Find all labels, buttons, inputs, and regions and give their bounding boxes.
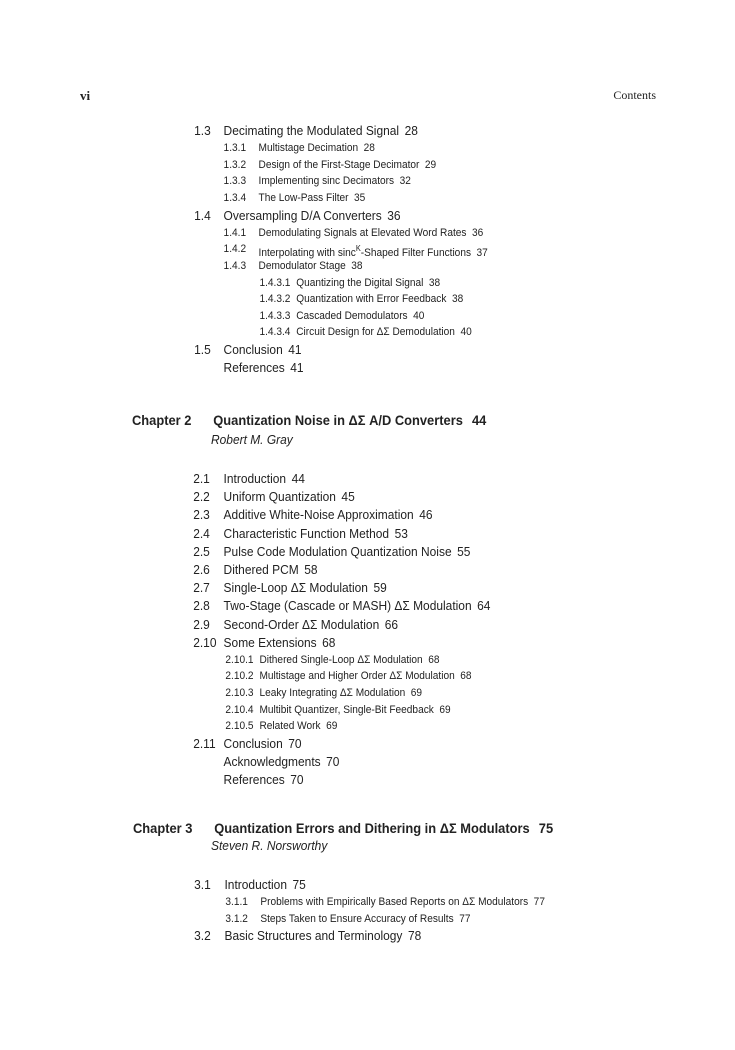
toc-entry-title <box>224 122 418 140</box>
toc-entry-title-text: Characteristic Function Method <box>223 525 390 541</box>
toc-entry-number: 2.8 <box>193 598 210 614</box>
toc-entry-title <box>224 341 302 359</box>
toc-entry-title-text: References <box>223 772 285 788</box>
toc-entry-title <box>224 753 340 771</box>
toc-entry-title-text: Single-Loop ΔΣ Modulation <box>223 580 368 596</box>
toc-entry-page: 36 <box>472 226 484 239</box>
toc-entry-title <box>259 668 471 684</box>
toc-entry-page: 75 <box>292 877 306 892</box>
toc-entry-number: 1.4.1 <box>223 226 247 239</box>
toc-entry-number: 2.10.5 <box>225 720 254 733</box>
toc-entry <box>0 579 676 597</box>
chapter-2-title: Quantization Noise in ΔΣ A/D Converters <box>213 412 463 428</box>
toc-entry <box>0 470 676 488</box>
toc-entry-title-text: Leaky Integrating ΔΣ Modulation <box>259 687 406 700</box>
toc-entry-number: 2.10.3 <box>225 687 254 700</box>
toc-entry-number: 1.4.2 <box>223 243 247 256</box>
toc-entry-title-text: Acknowledgments <box>223 754 321 770</box>
toc-entry-title <box>259 140 375 156</box>
toc-entry <box>0 140 676 157</box>
toc-entry-page: 70 <box>288 735 302 751</box>
toc-entry-title-text: Dithered Single-Loop ΔΣ Modulation <box>259 653 423 666</box>
toc-entry-title-text: Problems with Empirically Based Reports on ΔΣ Modulators <box>260 896 529 909</box>
toc-entry-number: 2.3 <box>193 507 210 523</box>
toc-entry-number: 1.4.3.2 <box>259 293 291 306</box>
toc-entry <box>0 525 676 543</box>
toc-entry-number: 1.4.3 <box>223 259 247 272</box>
toc-entry-title <box>224 543 471 561</box>
toc-entry <box>0 616 676 634</box>
toc-entry-page: 38 <box>351 259 363 272</box>
toc-entry <box>0 341 676 359</box>
toc-entry <box>0 668 676 685</box>
chapter-2-author: Robert M. Gray <box>211 432 293 447</box>
chapter-3-author: Steven R. Norsworthy <box>211 838 328 853</box>
toc-entry-title-text: Basic Structures and Terminology <box>224 928 403 944</box>
toc-entry-title-text: Design of the First-Stage Decimator <box>258 158 420 171</box>
toc-entry-number: 2.7 <box>193 580 210 596</box>
toc-entry-page: 68 <box>322 634 336 650</box>
toc-entry-title-text: Quantizing the Digital Signal <box>296 276 424 289</box>
toc-entry-title-text: Introduction <box>224 877 287 892</box>
toc-entry-title-text: The Low-Pass Filter <box>258 191 349 204</box>
toc-entry-title-text: Some Extensions <box>223 634 317 650</box>
toc-entry-page: 37 <box>476 247 488 260</box>
toc-entry-title <box>224 735 302 753</box>
toc-entry-title <box>259 190 366 206</box>
toc-entry <box>0 157 676 174</box>
toc-entry <box>0 597 676 615</box>
toc-entry-number: 1.4.3.1 <box>259 276 291 289</box>
toc-entry-page: 41 <box>288 341 302 357</box>
toc-entry-title-text: Circuit Design for ΔΣ Demodulation <box>296 326 455 339</box>
toc-entry-title <box>259 685 422 701</box>
toc-entry <box>0 685 676 702</box>
toc-entry-page: 29 <box>424 158 437 171</box>
toc-entry-title <box>224 634 336 652</box>
toc-entry <box>0 543 676 561</box>
toc-entry-page: 77 <box>459 912 471 925</box>
toc-entry-number: 1.3.4 <box>223 191 247 204</box>
toc-entry-title-text: Dithered PCM <box>223 561 299 577</box>
toc-entry <box>0 207 676 225</box>
toc-entry-page: 32 <box>399 175 411 188</box>
toc-entry-page: 36 <box>387 207 401 223</box>
toc-entry-title-text: Cascaded Demodulators <box>296 309 408 322</box>
toc-entry-title-text: Conclusion <box>223 341 283 357</box>
toc-entry-page: 66 <box>384 616 399 632</box>
toc-entry-title <box>260 894 545 910</box>
toc-entry-title-text: Additive White-Noise Approximation <box>223 507 414 523</box>
toc-entry <box>0 275 676 292</box>
toc-entry-title <box>224 597 491 615</box>
toc-entry-number: 3.1.1 <box>225 896 248 909</box>
toc-entry-title <box>259 225 484 241</box>
toc-entry-title <box>259 258 363 274</box>
toc-entry-title <box>296 275 440 291</box>
toc-entry-page: 70 <box>326 754 340 770</box>
toc-entry-title-text: Two-Stage (Cascade or MASH) ΔΣ Modulation <box>223 598 472 614</box>
toc-entry-title <box>296 291 463 307</box>
toc-entry <box>0 771 676 789</box>
toc-entry-number: 2.5 <box>193 543 210 559</box>
toc-section-chapter-2 <box>0 470 735 789</box>
chapter-3-heading <box>133 820 553 836</box>
toc-entry-title <box>259 718 337 734</box>
toc-entry <box>0 506 676 524</box>
toc-entry-title <box>259 652 439 668</box>
toc-entry <box>0 122 676 140</box>
toc-entry-title <box>224 771 304 789</box>
toc-entry <box>0 718 676 735</box>
toc-entry-page: 38 <box>451 293 464 306</box>
toc-entry-title-text: Uniform Quantization <box>223 489 336 505</box>
toc-entry-title-continued: -Shaped Filter Functions <box>360 247 472 260</box>
toc-entry-page: 38 <box>428 276 441 289</box>
toc-entry-title-text: Oversampling D/A Converters <box>223 207 382 223</box>
toc-entry-page: 53 <box>394 525 408 541</box>
toc-entry-number: 2.11 <box>193 735 216 751</box>
toc-entry-title <box>224 525 408 543</box>
toc-entry-title-text: Multibit Quantizer, Single-Bit Feedback <box>259 703 434 716</box>
toc-entry-number: 2.4 <box>193 525 210 541</box>
toc-entry <box>0 488 676 506</box>
toc-entry-number: 2.10.4 <box>225 703 254 716</box>
chapter-3-label: Chapter 3 <box>133 820 193 836</box>
chapter-2-heading <box>132 412 486 428</box>
toc-entry-title <box>224 561 318 579</box>
toc-entry-page: 77 <box>533 896 545 909</box>
toc-entry <box>0 359 676 377</box>
toc-entry-title <box>224 488 355 506</box>
toc-entry-number: 2.10 <box>193 634 217 650</box>
toc-entry <box>0 324 676 341</box>
toc-entry <box>0 291 676 308</box>
toc-entry-number: 1.4 <box>194 207 211 223</box>
toc-entry-number: 1.5 <box>194 341 211 357</box>
toc-entry <box>0 225 676 242</box>
toc-entry <box>0 561 676 579</box>
toc-entry-page: 68 <box>460 670 472 683</box>
toc-entry-number: 1.4.3.3 <box>259 309 291 322</box>
toc-entry-title-text: Multistage and Higher Order ΔΣ Modulation <box>259 670 455 683</box>
toc-entry-title-text: Decimating the Modulated Signal <box>223 123 400 138</box>
toc-entry-title <box>224 207 401 225</box>
toc-entry-title <box>224 579 387 597</box>
toc-entry-page: 64 <box>477 598 491 614</box>
toc-entry-title-text: Demodulating Signals at Elevated Word Rates <box>258 226 467 239</box>
toc-entry-title-text: Second-Order ΔΣ Modulation <box>223 616 380 632</box>
toc-entry-page: 78 <box>407 928 422 944</box>
chapter-3-title: Quantization Errors and Dithering in ΔΣ Modulators <box>214 820 530 836</box>
toc-entry-title-text: Multistage Decimation <box>258 142 359 155</box>
toc-entry-page: 69 <box>326 720 338 733</box>
toc-entry <box>0 634 676 652</box>
toc-entry-superscript: K <box>355 244 361 254</box>
toc-entry-number: 1.4.3.4 <box>259 326 291 339</box>
toc-entry-title <box>259 702 450 718</box>
toc-section-chapter-1 <box>0 122 735 377</box>
toc-entry-title <box>224 876 305 894</box>
toc-entry-page: 40 <box>460 326 472 339</box>
toc-entry-page: 69 <box>439 703 451 716</box>
toc-entry-page: 58 <box>304 561 318 577</box>
toc-entry <box>0 911 676 928</box>
toc-entry-number: 2.6 <box>193 561 210 577</box>
toc-entry <box>0 173 676 190</box>
toc-entry-page: 28 <box>363 142 375 155</box>
toc-entry-title-text: Demodulator Stage <box>258 259 346 272</box>
toc-entry-page: 70 <box>290 772 304 788</box>
toc-entry <box>0 652 676 669</box>
toc-entry <box>0 894 676 911</box>
toc-entry-number: 1.3 <box>194 123 211 138</box>
toc-entry-title-text: Conclusion <box>223 735 283 751</box>
running-title: Contents <box>613 88 656 102</box>
toc-entry-number: 1.3.3 <box>223 175 247 188</box>
chapter-2-page: 44 <box>471 412 487 428</box>
toc-entry-title-text: Steps Taken to Ensure Accuracy of Results <box>260 912 454 925</box>
toc-entry-title-text: Quantization with Error Feedback <box>296 293 447 306</box>
toc-entry-page: 68 <box>428 653 440 666</box>
toc-entry <box>0 702 676 719</box>
toc-entry-page: 28 <box>404 123 418 138</box>
toc-entry-title <box>259 157 437 173</box>
toc-entry-title <box>296 324 471 340</box>
toc-entry-title <box>259 173 411 189</box>
toc-entry-title-text: Related Work <box>259 720 321 733</box>
toc-entry-title <box>224 616 398 634</box>
toc-entry-title-text: Introduction <box>223 471 287 486</box>
toc-entry-title <box>224 927 421 945</box>
toc-entry-page: 45 <box>341 489 355 505</box>
toc-entry-title-text: Interpolating with sinc <box>258 247 356 260</box>
toc-entry-title-text: Implementing sinc Decimators <box>258 175 395 188</box>
toc-entry-title-text: References <box>223 360 285 376</box>
toc-entry-page: 40 <box>413 309 425 322</box>
toc-entry-title <box>224 470 305 488</box>
chapter-3-page: 75 <box>538 820 554 836</box>
toc-entry-title <box>224 506 433 524</box>
toc-section-chapter-3 <box>0 876 735 946</box>
toc-entry-title <box>296 308 424 324</box>
toc-entry <box>0 190 676 207</box>
toc-entry-page: 35 <box>354 191 366 204</box>
toc-entry-number: 1.3.2 <box>223 158 247 171</box>
toc-entry <box>0 927 676 945</box>
toc-entry-number: 2.9 <box>193 616 210 632</box>
toc-entry-number: 3.2 <box>194 928 211 944</box>
toc-entry-title-text: Pulse Code Modulation Quantization Noise <box>223 543 452 559</box>
toc-entry-title <box>224 359 304 377</box>
toc-entry <box>0 735 676 753</box>
toc-entry-number: 3.1.2 <box>225 912 248 925</box>
toc-entry-number: 1.3.1 <box>223 142 247 155</box>
toc-entry-number: 2.10.2 <box>225 670 254 683</box>
toc-entry <box>0 753 676 771</box>
toc-entry-page: 55 <box>457 543 471 559</box>
toc-entry-number: 2.2 <box>193 489 210 505</box>
toc-entry <box>0 876 676 894</box>
chapter-2-label: Chapter 2 <box>132 412 192 428</box>
page-number: vi <box>80 88 91 103</box>
toc-entry-title <box>260 911 470 927</box>
toc-entry <box>0 258 676 275</box>
toc-entry-page: 46 <box>419 507 433 523</box>
toc-entry-page: 59 <box>373 580 387 596</box>
toc-entry-page: 44 <box>291 471 305 486</box>
toc-entry-number: 3.1 <box>194 877 211 892</box>
toc-entry-number: 2.1 <box>193 471 210 486</box>
toc-entry-page: 41 <box>290 360 304 376</box>
toc-entry-number: 2.10.1 <box>225 653 254 666</box>
toc-entry <box>0 241 676 258</box>
toc-entry <box>0 308 676 325</box>
toc-entry-page: 69 <box>410 687 423 700</box>
